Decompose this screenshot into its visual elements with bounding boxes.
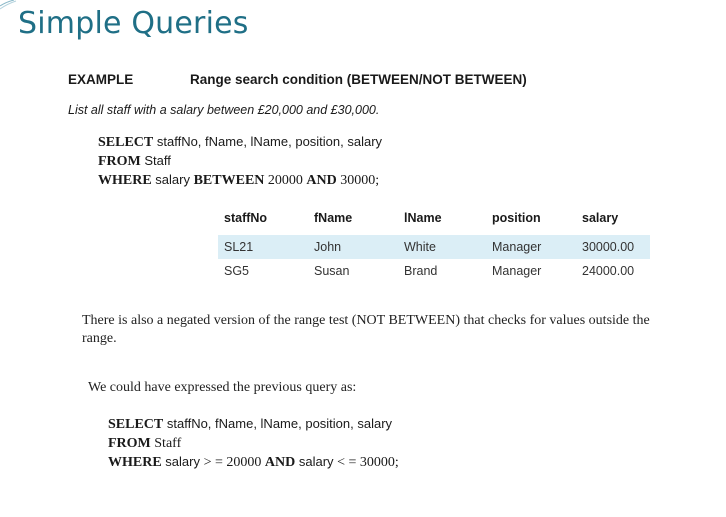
table-cell: SG5 xyxy=(224,264,250,278)
sql-keyword: AND xyxy=(306,173,337,188)
table-cell: Susan xyxy=(314,264,350,278)
column-header: lName xyxy=(404,211,442,225)
sql-text: staffNo, fName, lName, position, salary xyxy=(163,416,393,431)
alternative-intro: We could have expressed the previous query as: xyxy=(88,380,357,395)
sql2-line-where xyxy=(108,454,399,471)
sql-text: salary xyxy=(295,454,338,469)
sql-keyword: BETWEEN xyxy=(193,173,265,188)
sql-number: > = 20000 xyxy=(203,455,265,470)
table-row xyxy=(218,259,650,283)
table-cell: White xyxy=(398,235,486,259)
sql-keyword: WHERE xyxy=(98,173,152,188)
sql-number: < = 30000; xyxy=(337,455,399,470)
sql-number: 20000 xyxy=(264,173,307,188)
sql-text: staffNo, fName, lName, position, salary xyxy=(153,134,383,149)
explanation-paragraph: There is also a negated version of the range test (NOT BETWEEN) that checks for values outside the range. xyxy=(82,313,650,346)
column-header: fName xyxy=(314,211,353,225)
sql-keyword: SELECT xyxy=(108,417,164,432)
table-header-row xyxy=(218,207,650,235)
example-heading-text: Range search condition (BETWEEN/NOT BETWEEN) xyxy=(190,72,527,87)
sql-text: salary xyxy=(161,454,204,469)
column-header: position xyxy=(492,211,541,225)
slide-title: Simple Queries xyxy=(18,6,249,41)
sql-keyword: FROM xyxy=(98,154,141,169)
table-cell: SL21 xyxy=(218,235,308,259)
table-cell: Brand xyxy=(404,264,438,278)
table-cell: John xyxy=(308,235,398,259)
table-cell: 30000.00 xyxy=(576,235,650,259)
sql-text: Staff xyxy=(150,436,182,451)
sql-text: salary xyxy=(151,172,194,187)
corner-decoration xyxy=(0,0,20,20)
example-prompt: List all staff with a salary between £20,000 and £30,000. xyxy=(68,103,380,117)
example-heading xyxy=(68,72,527,87)
column-header: staffNo xyxy=(224,211,268,225)
sql-number: 30000; xyxy=(336,173,380,188)
sql-text: Staff xyxy=(140,153,171,168)
sql-line-from xyxy=(98,153,171,170)
table-cell: Manager xyxy=(492,264,542,278)
table-row xyxy=(218,235,650,259)
sql2-line-select xyxy=(108,416,392,433)
sql-line-where xyxy=(98,172,379,189)
sql-keyword: AND xyxy=(264,455,296,470)
column-header: salary xyxy=(582,211,619,225)
sql-keyword: FROM xyxy=(108,436,151,451)
table-cell: 24000.00 xyxy=(582,264,635,278)
result-table xyxy=(218,207,650,283)
sql-line-select xyxy=(98,134,382,151)
sql-keyword: WHERE xyxy=(108,455,162,470)
sql-keyword: SELECT xyxy=(98,135,154,150)
example-label: EXAMPLE xyxy=(68,72,134,87)
table-cell: Manager xyxy=(486,235,576,259)
sql2-line-from xyxy=(108,435,181,452)
